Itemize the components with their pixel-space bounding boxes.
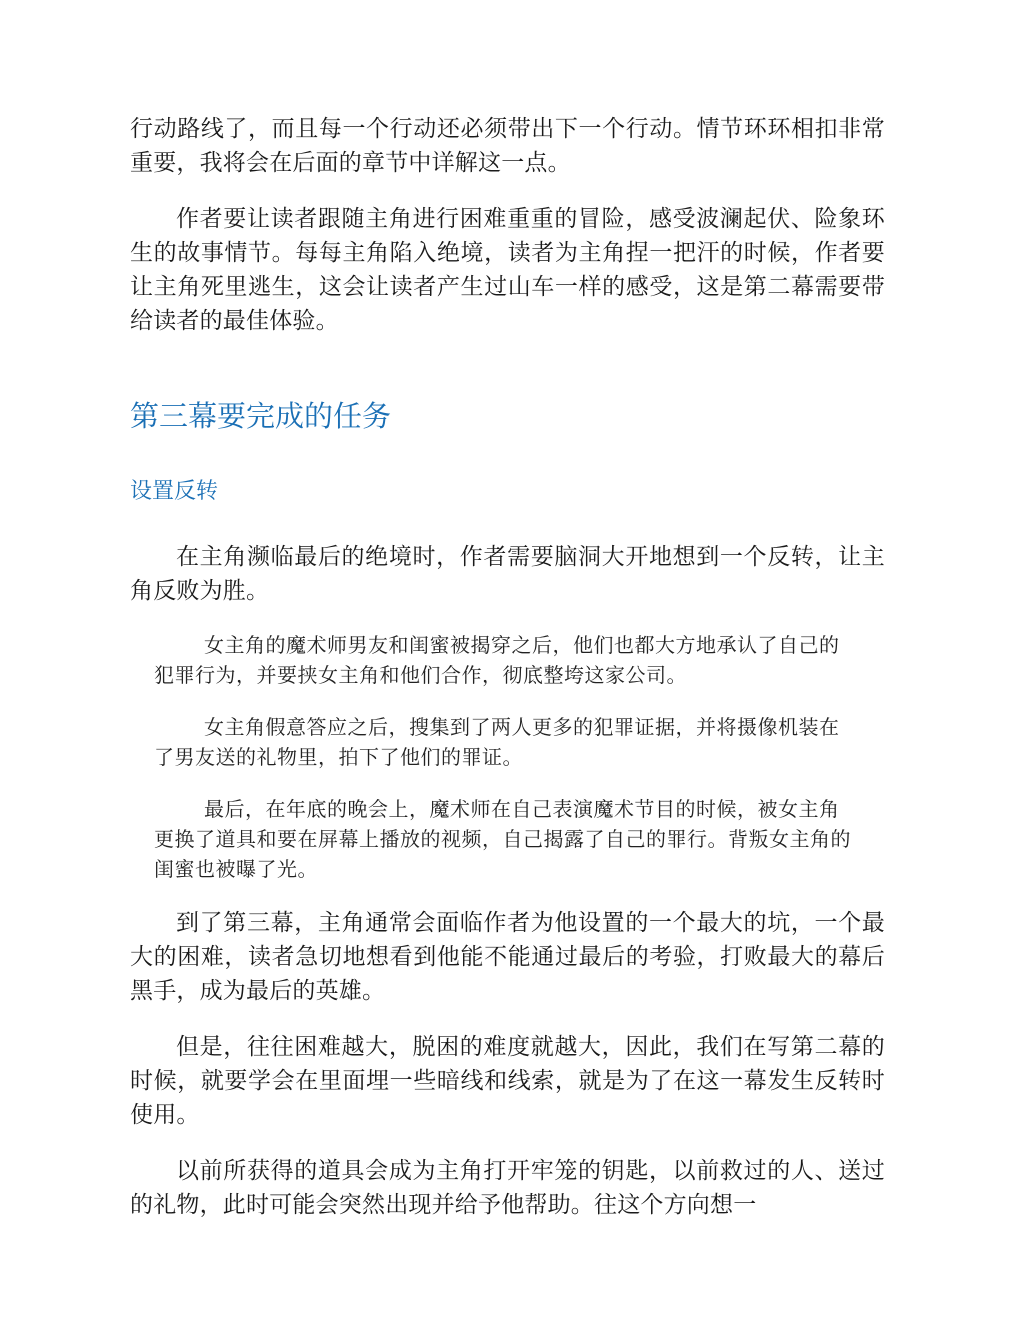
example-quote: 女主角假意答应之后，搜集到了两人更多的犯罪证据，并将摄像机装在了男友送的礼物里，拍下了他们的罪证。 <box>154 715 840 769</box>
body-paragraph: 但是，往往困难越大，脱困的难度就越大，因此，我们在写第二幕的时候，就要学会在里面埋一些暗线和线索，就是为了在这一幕发生反转时使用。 <box>130 1034 885 1128</box>
body-paragraph: 行动路线了，而且每一个行动还必须带出下一个行动。情节环环相扣非常重要，我将会在后面的章节中详解这一点。 <box>130 116 885 176</box>
body-paragraph: 以前所获得的道具会成为主角打开牢笼的钥匙，以前救过的人、送过的礼物，此时可能会突然出现并给予他帮助。往这个方向想一 <box>130 1158 885 1218</box>
subsection-title: 设置反转 <box>130 479 219 504</box>
example-quote: 女主角的魔术师男友和闺蜜被揭穿之后，他们也都大方地承认了自己的犯罪行为，并要挟女主角和他们合作，彻底整垮这家公司。 <box>154 633 840 687</box>
section-title: 第三幕要完成的任务 <box>130 399 392 433</box>
body-paragraph: 作者要让读者跟随主角进行困难重重的冒险，感受波澜起伏、险象环生的故事情节。每每主角陷入绝境，读者为主角捏一把汗的时候，作者要让主角死里逃生，这会让读者产生过山车一样的感受，这是第二幕需要带给读者的最佳体验。 <box>130 206 885 334</box>
body-paragraph: 到了第三幕，主角通常会面临作者为他设置的一个最大的坑，一个最大的困难，读者急切地想看到他能不能通过最后的考验，打败最大的幕后黑手，成为最后的英雄。 <box>130 910 885 1004</box>
body-paragraph: 在主角濒临最后的绝境时，作者需要脑洞大开地想到一个反转，让主角反败为胜。 <box>130 544 885 604</box>
page-content <box>130 112 885 1244</box>
example-quote: 最后，在年底的晚会上，魔术师在自己表演魔术节目的时候，被女主角更换了道具和要在屏幕上播放的视频，自己揭露了自己的罪行。背叛女主角的闺蜜也被曝了光。 <box>154 797 851 881</box>
